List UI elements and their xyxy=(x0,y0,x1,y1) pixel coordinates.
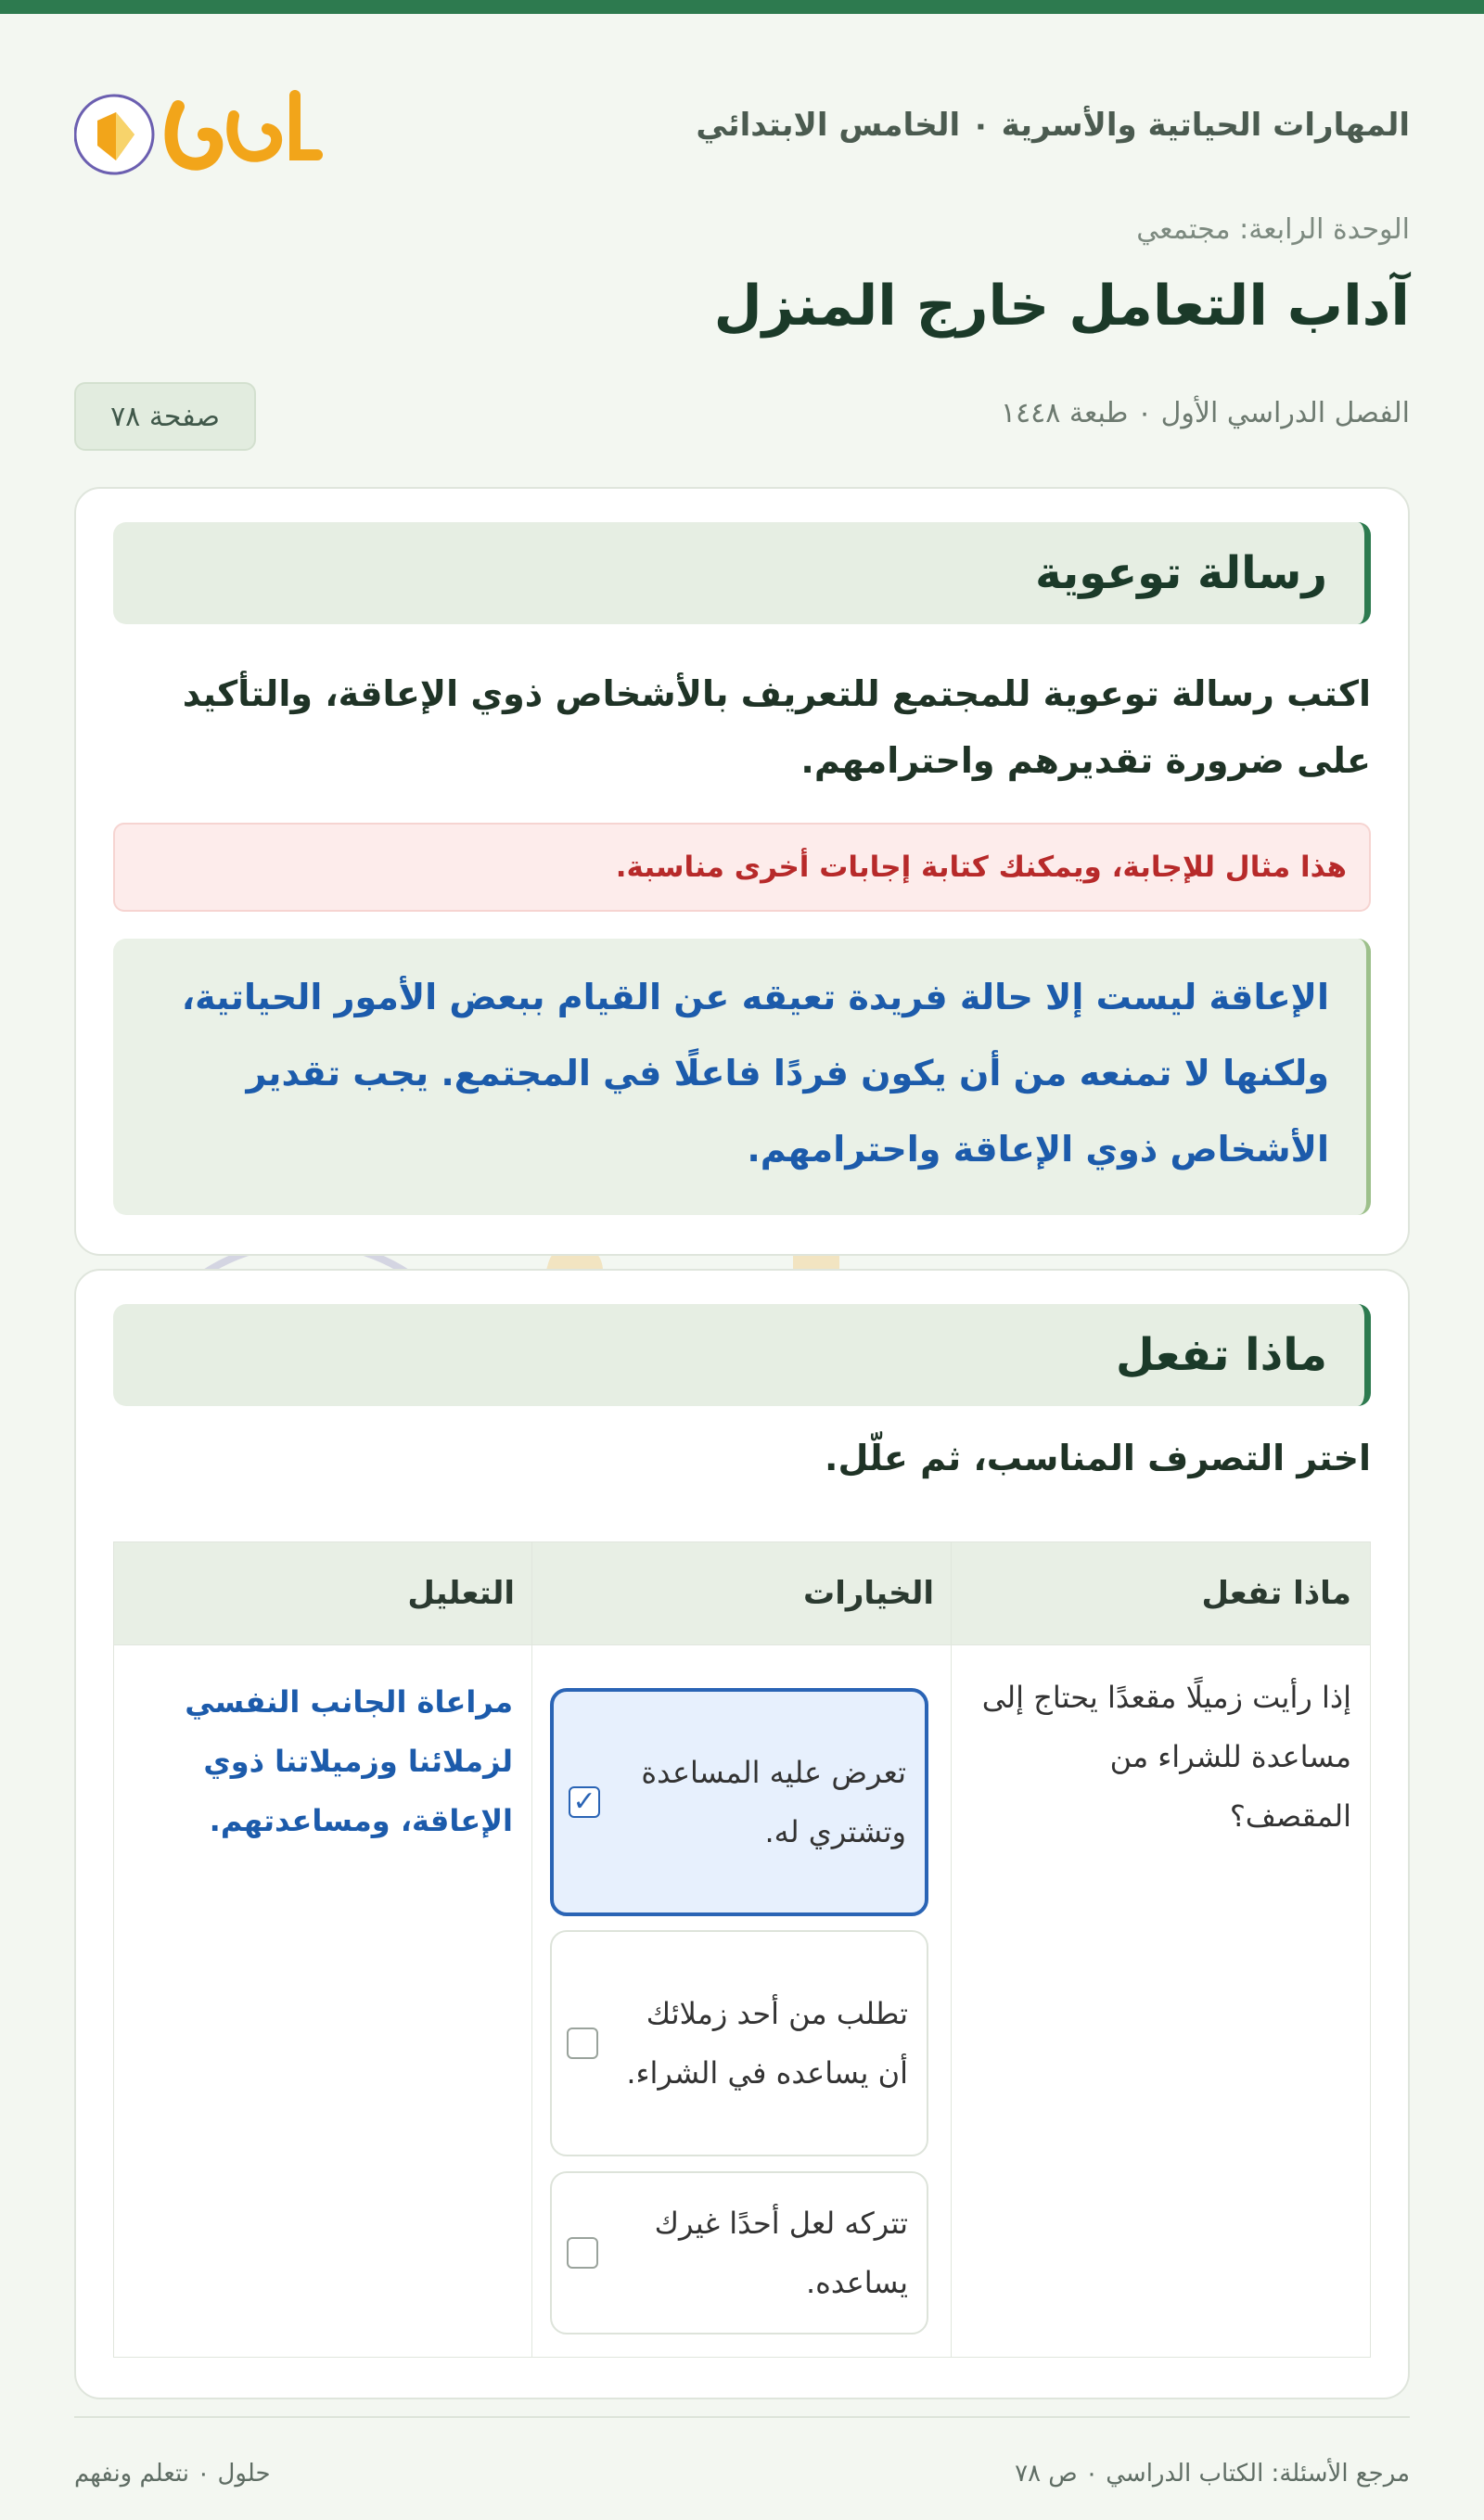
hulul-logo xyxy=(74,70,334,181)
checkbox-checked[interactable] xyxy=(569,1786,600,1818)
awareness-heading-text: رسالة توعوية xyxy=(1035,547,1327,599)
column-header-situation: ماذا تفعل xyxy=(1201,1575,1351,1612)
situation-question: إذا رأيت زميلًا مقعدًا يحتاج إلى مساعدة للشراء من المقصف؟ xyxy=(981,1680,1351,1834)
awareness-heading xyxy=(113,522,1371,624)
option-leave-him[interactable] xyxy=(550,2171,928,2335)
column-divider xyxy=(531,1542,532,2357)
footer-divider xyxy=(74,2416,1410,2418)
checkbox-unchecked[interactable] xyxy=(567,2237,598,2269)
table-header-row xyxy=(114,1542,1370,1645)
column-header-reason: التعليل xyxy=(407,1575,515,1612)
example-note: هذا مثال للإجابة، ويمكنك كتابة إجابات أخرى مناسبة. xyxy=(113,823,1371,912)
option-offer-help[interactable] xyxy=(550,1688,928,1916)
footer-tagline: حلول ٠ نتعلم ونفهم xyxy=(74,2460,271,2488)
what-to-do-heading xyxy=(113,1304,1371,1406)
subject-title: المهارات الحياتية والأسرية ٠ الخامس الابتدائي xyxy=(696,107,1410,144)
option-ask-classmate[interactable] xyxy=(550,1930,928,2156)
page-number-badge: صفحة ٧٨ xyxy=(74,382,256,451)
option-label: تطلب من أحد زملائك أن يساعده في الشراء. xyxy=(626,1996,908,2091)
check-mark-icon: ✓ xyxy=(572,1785,596,1818)
page-header xyxy=(74,70,1410,190)
what-to-do-prompt: اختر التصرف المناسب، ثم علّل. xyxy=(825,1438,1371,1478)
choices-table xyxy=(113,1541,1371,2358)
column-divider xyxy=(951,1542,952,2357)
top-accent-bar xyxy=(0,0,1484,14)
awareness-answer: الإعاقة ليست إلا حالة فريدة تعيقه عن القيام ببعض الأمور الحياتية، ولكنها لا تمنعه من أن يكون فردًا فاعلًا في المجتمع. يجب تقدير الأشخاص ذوي الإعاقة واحترامهم. xyxy=(113,939,1371,1215)
option-label: تعرض عليه المساعدة وتشتري له. xyxy=(641,1755,906,1849)
semester-meta: الفصل الدراسي الأول ٠ طبعة ١٤٤٨ xyxy=(1000,397,1410,429)
page-title: آداب التعامل خارج المنزل xyxy=(713,274,1410,339)
what-to-do-heading-text: ماذا تفعل xyxy=(1115,1329,1327,1381)
reason-text: مراعاة الجانب النفسي لزملائنا وزميلاتنا ذوي الإعاقة، ومساعدتهم. xyxy=(185,1684,513,1838)
hulul-logo-icon xyxy=(74,70,334,181)
option-label: تتركه لعل أحدًا غيرك يساعده. xyxy=(654,2206,908,2300)
awareness-prompt: اكتب رسالة توعوية للمجتمع للتعريف بالأشخاص ذوي الإعاقة، والتأكيد على ضرورة تقديرهم واحترامهم. xyxy=(182,673,1371,781)
checkbox-unchecked[interactable] xyxy=(567,2028,598,2059)
footer-reference: مرجع الأسئلة: الكتاب الدراسي ٠ ص ٧٨ xyxy=(1015,2460,1410,2488)
unit-label: الوحدة الرابعة: مجتمعي xyxy=(1136,213,1410,246)
page xyxy=(74,14,1410,2520)
awareness-card xyxy=(74,487,1410,1256)
what-to-do-card xyxy=(74,1269,1410,2399)
column-header-options: الخيارات xyxy=(803,1575,934,1612)
